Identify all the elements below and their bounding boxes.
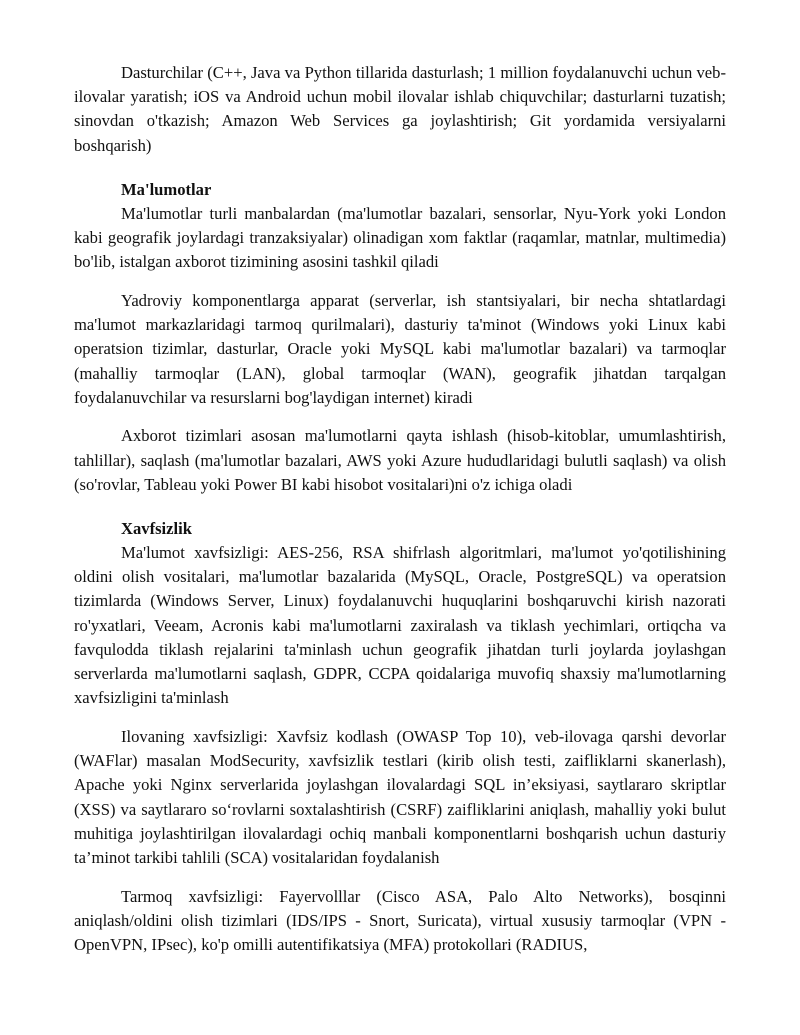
paragraph-data-definition: Ma'lumotlar turli manbalardan (ma'lumotlar bazalari, sensorlar, Nyu-York yoki London kabi geografik joylardagi tranzaksiyalar) olinadigan xom faktlar (raqamlar, matnlar, multimedia) bo'lib, istalgan axborot tizimining asosini tashkil qiladi	[74, 203, 726, 272]
heading-data: Ma'lumotlar	[121, 179, 212, 199]
paragraph-developers: Dasturchilar (C++, Java va Python tillarida dasturlash; 1 million foydalanuvchi uchun veb-ilovalar yaratish; iOS va Android uchun mobil ilovalar ishlab chiquvchilar; dasturlarni tuzatish; sinovdan o'tkazish; Amazon Web Services ga joylashtirish; Git yordamida versiyalarni boshqarish)	[74, 63, 726, 155]
paragraph-core-components: Yadroviy komponentlarga apparat (serverlar, ish stantsiyalari, bir necha shtatlardagi ma'lumot markazlaridagi tarmoq qurilmalari), dasturiy ta'minot (Windows yoki Linux kabi operatsion tizimlar, dasturlar, Oracle yoki MySQL kabi ma'lumotlar bazalari) va tarmoqlar (mahalliy tarmoqlar (LAN), global tarmoqlar (WAN), geografik jihatdan tarqalgan foydalanuvchilar va resurslarni bog'laydigan internet) kiradi	[74, 290, 726, 407]
paragraph-data-security: Ma'lumot xavfsizligi: AES-256, RSA shifrlash algoritmlari, ma'lumot yo'qotilishining oldini olish vositalari, ma'lumotlar bazalarida (MySQL, Oracle, PostgreSQL) va operatsion tizimlarda (Windows Server, Linux) foydalanuvchi huquqlarini boshqaruvchi kirish nazorati ro'yxatlari, Veeam, Acronis kabi ma'lumotlarni zaxiralash va tiklash yechimlari, ortiqcha va favqulodda tiklash rejalarini ta'minlash uchun geografik jihatdan turli joylarda joylashgan serverlarda ma'lumotlarni saqlash, GDPR, CCPA qoidalariga muvofiq shaxsiy ma'lumotlarning xavfsizligini ta'minlash	[74, 543, 726, 708]
paragraph-network-security: Tarmoq xavfsizligi: Fayervolllar (Cisco ASA, Palo Alto Networks), bosqinni aniqlash/oldini olish tizimlari (IDS/IPS - Snort, Suricata), virtual xususiy tarmoqlar (VPN - OpenVPN, IPsec), ko'p omilli autentifikatsiya (MFA) protokollari (RADIUS,	[74, 886, 726, 955]
document-page	[74, 61, 726, 957]
paragraph-application-security: Ilovaning xavfsizligi: Xavfsiz kodlash (OWASP Top 10), veb-ilovaga qarshi devorlar (WAFlar) masalan ModSecurity, xavfsizlik testlari (kirib olish testi, zaifliklarni skanerlash), Apache yoki Nginx serverlarida joylashgan ilovalardagi SQL in’eksiyasi, saytlararo skriptlar (XSS) va saytlararo so‘rovlarni soxtalashtirish (CSRF) zaifliklarini aniqlash, mahalliy yoki bulut muhitiga joylashtirilgan ilovalardagi ochiq manbali komponentlarni boshqarish uchun dasturiy ta’minot tarkibi tahlili (SCA) vositalaridan foydalanish	[74, 726, 726, 867]
paragraph-information-systems: Axborot tizimlari asosan ma'lumotlarni qayta ishlash (hisob-kitoblar, umumlashtirish, tahlillar), saqlash (ma'lumotlar bazalari, AWS yoki Azure hududlaridagi bulutli saqlash) va olish (so'rovlar, Tableau yoki Power BI kabi hisobot vositalari)ni o'z ichiga oladi	[74, 426, 726, 494]
heading-security: Xavfsizlik	[121, 519, 192, 539]
